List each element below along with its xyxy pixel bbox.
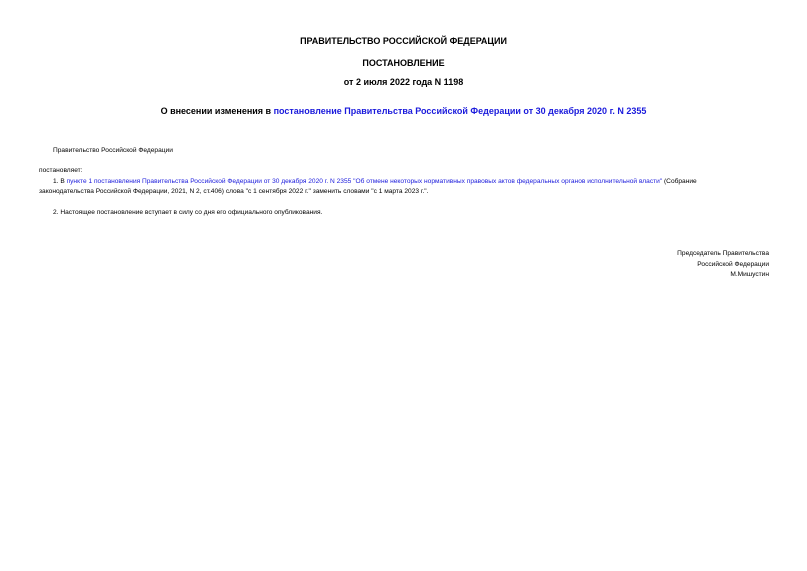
document-type-heading: ПОСТАНОВЛЕНИЕ	[362, 58, 445, 68]
document-date-number: от 2 июля 2022 года N 1198	[343, 77, 464, 87]
document-title-link[interactable]: постановление Правительства Российской Федерации от 30 декабря 2020 г. N 2355	[273, 106, 647, 116]
signature-organization: Российской Федерации	[697, 261, 769, 268]
signature-position: Председатель Правительства	[677, 250, 769, 257]
issuer-paragraph: Правительство Российской Федерации	[53, 147, 173, 154]
government-heading: ПРАВИТЕЛЬСТВО РОССИЙСКОЙ ФЕДЕРАЦИИ	[300, 36, 507, 46]
item-1-line-1	[53, 177, 697, 186]
document-title-prefix: О внесении изменения в	[160, 106, 274, 116]
item-1-link[interactable]: пункте 1 постановления Правительства Российской Федерации от 30 декабря 2020 г. N 2355 "Об отмене некоторых нормативных правовых актов федеральных органов исполнительной власти"	[66, 178, 663, 185]
item-2-paragraph: 2. Настоящее постановление вступает в силу со дня его официального опубликования.	[53, 209, 323, 216]
document-title	[0, 105, 807, 117]
item-1-line-2: законодательства Российской Федерации, 2021, N 2, ст.406) слова "с 1 сентября 2022 г." заменить словами "с 1 марта 2023 г.".	[39, 188, 429, 195]
item-1-number: 1. В	[53, 178, 67, 185]
decree-word: постановляет:	[39, 167, 83, 174]
signature-name: М.Мишустин	[730, 271, 769, 278]
item-1-rest: (Собрание	[662, 178, 697, 185]
